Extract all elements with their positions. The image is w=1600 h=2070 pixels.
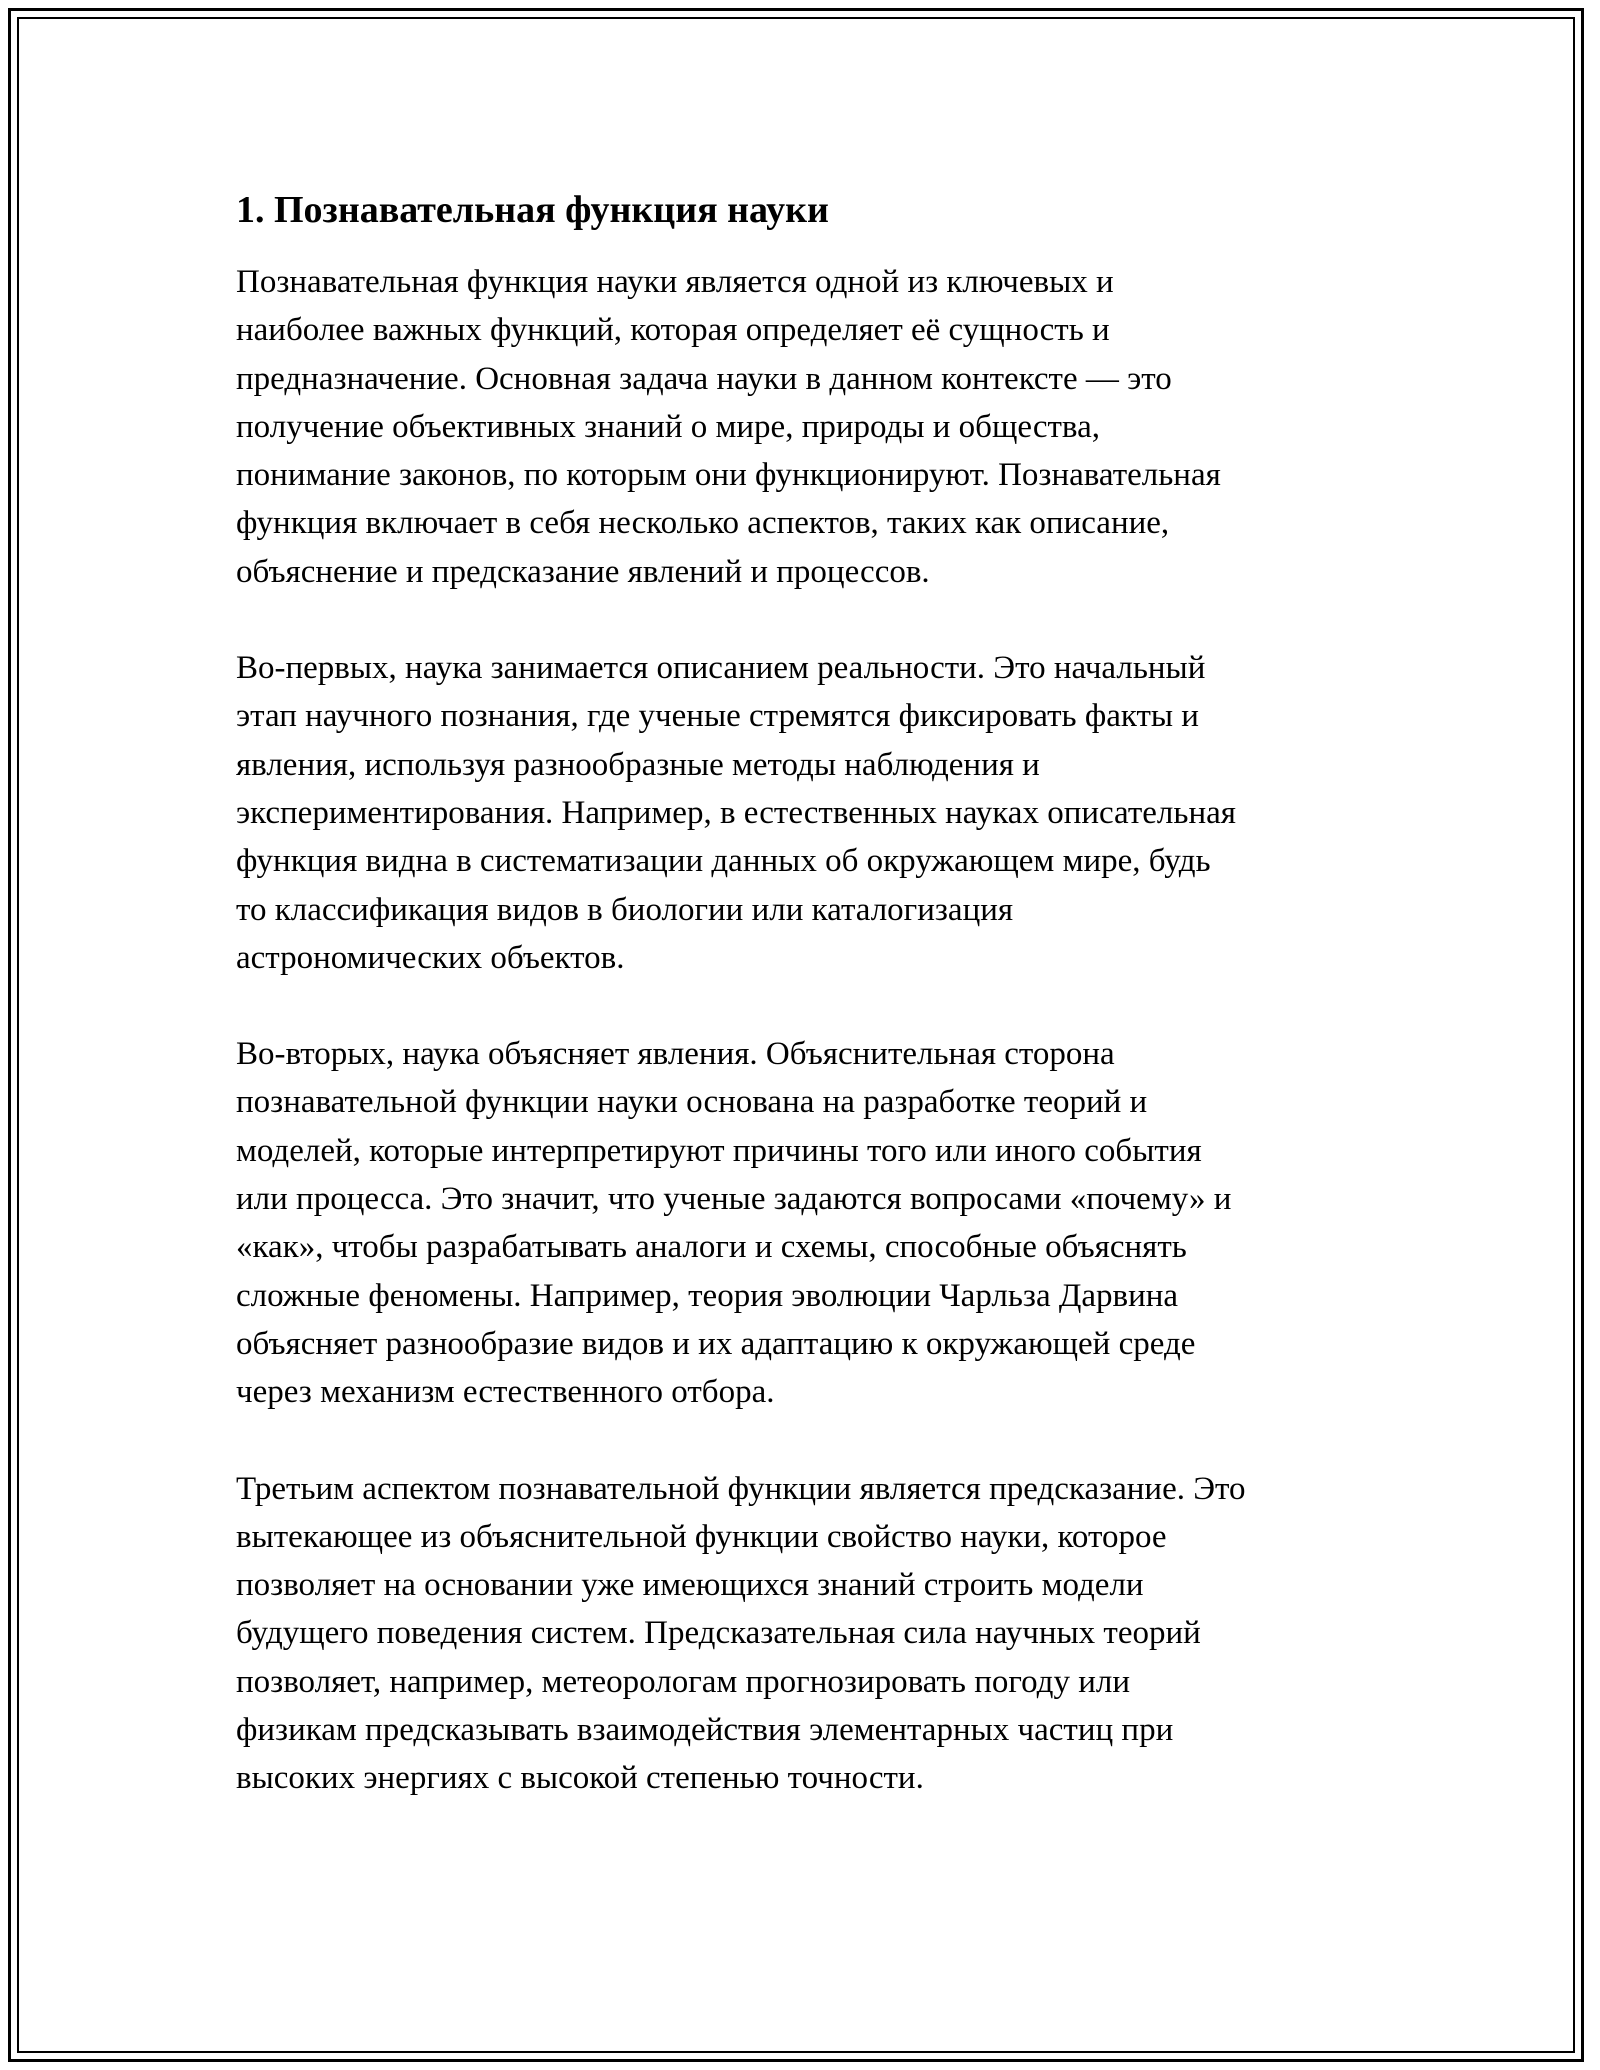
section-heading: 1. Познавательная функция науки [236,189,829,231]
text-line: Третьим аспектом познавательной функции является предсказание. Это [236,1470,1246,1507]
text-line: этап научного познания, где ученые стремятся фиксировать факты и [236,698,1199,735]
paragraph-2 [236,644,1386,982]
text-line: физикам предсказывать взаимодействия элементарных частиц при [236,1712,1174,1749]
paragraph-1 [236,258,1386,596]
text-line: высоких энергиях с высокой степенью точности. [236,1760,924,1797]
text-line: объяснение и предсказание явлений и процессов. [236,553,930,590]
text-line: сложные феномены. Например, теория эволюции Чарльза Дарвина [236,1277,1179,1314]
text-line: «как», чтобы разрабатывать аналоги и схемы, способные объяснять [236,1229,1187,1266]
text-line: позволяет, например, метеорологам прогнозировать погоду или [236,1663,1130,1700]
text-line: астрономических объектов. [236,939,625,976]
text-line: или процесса. Это значит, что ученые задаются вопросами «почему» и [236,1181,1232,1218]
paragraphs-container [236,258,1386,1803]
text-line: понимание законов, по которым они функционируют. Познавательная [236,457,1221,494]
paragraph-4 [236,1465,1386,1803]
text-line: наиболее важных функций, которая определяет её сущность и [236,312,1110,349]
text-line: получение объективных знаний о мире, природы и общества, [236,408,1100,445]
text-line: Во-первых, наука занимается описанием реальности. Это начальный [236,650,1206,687]
text-line: Во-вторых, наука объясняет явления. Объяснительная сторона [236,1036,1115,1073]
text-line: явления, используя разнообразные методы наблюдения и [236,746,1040,783]
text-line: через механизм естественного отбора. [236,1374,775,1411]
text-line: предназначение. Основная задача науки в данном контексте — это [236,360,1172,397]
text-line: вытекающее из объяснительной функции свойство науки, которое [236,1518,1167,1555]
text-line: функция видна в систематизации данных об окружающем мире, будь [236,843,1211,880]
text-line: моделей, которые интерпретируют причины того или иного события [236,1132,1202,1169]
paragraph-3 [236,1030,1386,1416]
text-line: функция включает в себя несколько аспектов, таких как описание, [236,505,1170,542]
text-line: объясняет разнообразие видов и их адаптацию к окружающей среде [236,1325,1196,1362]
text-line: будущего поведения систем. Предсказательная сила научных теорий [236,1615,1201,1652]
text-line: экспериментирования. Например, в естественных науках описательная [236,794,1236,831]
text-line: позволяет на основании уже имеющихся знаний строить модели [236,1567,1144,1604]
text-line: познавательной функции науки основана на разработке теорий и [236,1084,1148,1121]
text-line: Познавательная функция науки является одной из ключевых и [236,264,1114,300]
text-line: то классификация видов в биологии или каталогизация [236,891,1014,928]
document-body [236,186,1386,1851]
